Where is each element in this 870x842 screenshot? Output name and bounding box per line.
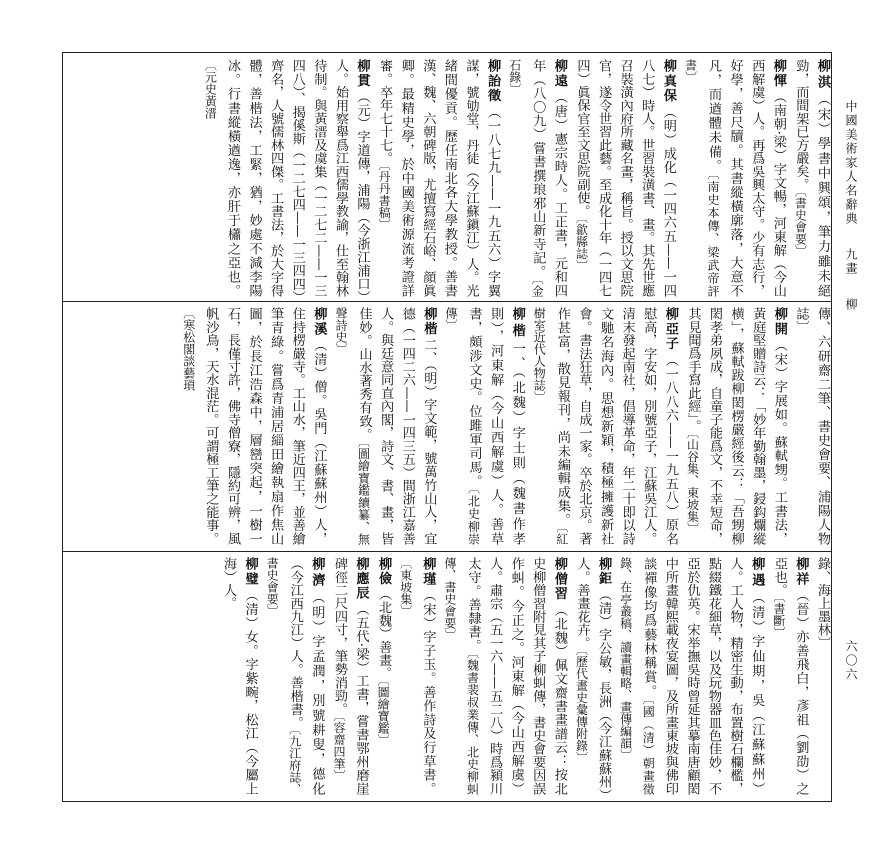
entry-source: 〔丹丹書稿〕	[377, 164, 392, 231]
entry-source: 〔北史柳崇傳〕	[443, 307, 481, 545]
dictionary-entry	[443, 557, 567, 795]
entry-text: 一、（北魏）字士則（魏書作孝則），河東解（今山西解虞）人。善草書，頗涉文史。位雎軍司馬。	[466, 307, 525, 545]
running-header	[838, 100, 860, 312]
entry-text: （宋）學書中興頌，筆力雖未絕勁，而間架已方嚴矣。	[793, 59, 830, 297]
entry-headword: 柳淇	[815, 59, 830, 91]
entry-headword: 柳璧	[242, 557, 258, 587]
dictionary-entry	[399, 557, 436, 795]
entry-headword: 柳亞子	[662, 307, 678, 352]
tier-divider	[63, 301, 831, 302]
entry-text: （明）字孟潤，別號耕叟，德化（今江西九江）人。善楷書。	[287, 557, 325, 795]
radical-label: 柳	[844, 298, 858, 312]
dictionary-entry	[203, 59, 369, 297]
entry-text: 傳、六研齋二筆、書史會要、浦陽人物誌〕	[793, 307, 830, 545]
dictionary-entry	[793, 59, 830, 297]
entry-text: （一八七九——一九五六）字翼謀，號劬堂，丹徒（今江蘇鎭江）人。光緒間優貢。歷任南北各大學教授。善書漢、魏、六朝碑版，尤擅寫經石峪、顔眞卿。最精史學，於中國美術源流考證詳審。卒年七十七。	[377, 59, 501, 297]
entry-headword: 柳詒徵	[485, 59, 501, 104]
entry-text: （清）字公敏，長洲（今江蘇蘇州）人。善畫花卉。	[574, 557, 612, 795]
dictionary-entry	[793, 307, 830, 545]
entry-text: （清）女。字紫畹，松江（今屬上海）人。	[220, 557, 258, 795]
entry-column	[177, 307, 833, 545]
entry-source: 〔金石錄〕	[507, 59, 545, 297]
dictionary-entry	[532, 307, 678, 545]
dictionary-entry	[574, 59, 675, 297]
dictionary-entry	[376, 557, 391, 746]
entry-source: 〔東坡集〕	[398, 557, 413, 617]
entry-column	[217, 557, 833, 795]
entry-source: 〔歙縣誌〕	[574, 217, 589, 272]
page-number: 六〇六	[844, 640, 858, 682]
dictionary-entry	[685, 307, 786, 545]
entry-text: （元）字道傳，浦陽（今浙江浦口）人。始用察舉爲江西儒學教諭，仕至翰林待制。與黃溍及虞集（一二七二——一三四八）、揭傒斯（一二七四——一三四四）齊名，人號儒林四傑。工書法，於大字得體，善楷法，工緊，猶，妙處不減李陽冰。行書縱橫遒逸，亦肝于櫹之亞也。	[224, 59, 370, 297]
entry-headword: 柳惲	[770, 59, 786, 89]
entry-text: （一八八六——一九五八）原名慰高，字安如，別號亞子，江蘇吳江人。清末發起南社，倡導革命，年二十即以詩文馳名海內。思想新穎，積極擁護新社會。書法狂草，自成一家。卒於北京。著作甚富，散見報刊，尚未編輯成集。	[554, 307, 678, 545]
entry-headword: 柳楷	[509, 307, 525, 340]
dictionary-entry	[332, 557, 369, 795]
entry-source: 〔魏書裴叔業傳、北史柳虯傳、書史會要〕	[442, 557, 480, 795]
entry-headword: 柳楷	[421, 307, 437, 336]
entry-headword: 柳濟	[309, 557, 325, 589]
entry-headword: 柳應辰	[353, 557, 369, 601]
dictionary-entry	[574, 557, 611, 795]
page-frame	[62, 52, 832, 802]
entry-source: 〔紅樹室近代人物誌〕	[532, 307, 569, 545]
entry-headword: 柳遠	[551, 59, 567, 89]
entry-text: （五代·梁）工書，嘗書鄂州磨崖碑徑二尺四寸，筆勢消勁。	[331, 557, 369, 795]
dictionary-entry	[334, 307, 436, 545]
dictionary-entry	[377, 59, 500, 297]
entry-headword: 柳貫	[354, 59, 370, 88]
entry-source: 〔書斷〕	[771, 596, 786, 639]
entry-source: 〔圖繪寶鑑續纂、無聲詩史〕	[333, 307, 371, 545]
dictionary-entry	[683, 59, 785, 297]
entry-headword: 柳祥	[793, 557, 809, 587]
entry-text: （北魏）善畫。	[376, 587, 392, 680]
tier-middle	[63, 307, 833, 545]
entry-text: （北魏）佩文齋書畫譜云：按北史柳僧習附見其子柳虯傳，書史會要因誤作虯。今正之。河東解（今山西解虞）人。肅宗（五一六——五二八）時爲潁川太守。善隸書。	[465, 557, 567, 795]
entry-text: （宋）字展如。蘇軾甥。工書法，黃庭堅贈詩云：「妙年勤翰墨，鋟鈎爛縱横」，蘇軾跋柳閎楞嚴經後云：「吾甥柳閎孝弟夙成，自童子能爲文，不幸短命，其見聞爲手寫此經」。	[685, 307, 787, 545]
entry-headword: 柳儉	[376, 557, 392, 586]
entry-text: （宋）字子玉。善作詩及行草書。	[420, 588, 436, 795]
entry-source: 〔圖繪寶鑑〕	[376, 679, 391, 746]
entry-source: 〔歷代畫史彙傳附錄〕	[574, 649, 589, 764]
entry-text: （清）僧。吳門（江蘇蘇州）人，住持楞嚴寺。工山水，筆近四王，並善繪筆青綠。嘗爲青浦居緇田繪執扇作焦山圖，於長江浩森中，層巒突起，一樹一石，長僅寸許，佛寺僧寮，隱約可辨，風帆沙鳥，天水混茫。可謂極工筆之能事。	[203, 307, 327, 545]
entry-column	[199, 59, 833, 297]
book-title: 中國美術家人名辭典	[844, 100, 858, 226]
entry-source: 〔寒松閣談藝瑣	[181, 307, 196, 391]
dictionary-entry	[772, 557, 809, 795]
entry-text: （晉）亦善飛白，彥祖（劉劭）之亞也。	[771, 557, 809, 795]
entry-headword: 柳遇	[749, 557, 765, 589]
section-label: 九畫	[844, 248, 858, 276]
dictionary-entry	[265, 557, 324, 795]
entry-source: 〔九江府誌、書史會要〕	[265, 557, 302, 795]
tier-divider	[63, 551, 831, 552]
dictionary-entry	[182, 307, 327, 545]
entry-source: 〔書史會要〕	[793, 191, 808, 257]
tier-top	[63, 59, 833, 297]
entry-headword: 柳瑾	[420, 557, 436, 587]
entry-headword: 柳真保	[660, 59, 676, 104]
entry-text: （清）字仙期，吳（江蘇蘇州）人。工人物，精密生動，布置樹石欄檻，點綴鐵花細草，以及玩物器皿色佳妙，不亞於仇英。宋举撫吳時曾延其摹南唐顧閎中所畫韓熙載夜宴圖，及所畫東坡與佛印談禪像均爲藝林稱賞。	[641, 557, 765, 795]
entry-headword: 柳鉅	[596, 557, 612, 586]
entry-headword: 柳開	[771, 307, 787, 337]
entry-source: 〔山谷集、東坡集〕	[685, 432, 700, 535]
dictionary-entry	[508, 59, 567, 297]
entry-source: 〔元史黃溍	[203, 59, 218, 119]
dictionary-entry	[221, 557, 258, 795]
entry-text: 二、（明）字文範，號萬竹山人，宜德（一四二六——一四三五）間浙江嘉善人。與廷意同直內閣，詩文、書、畫，皆佳妙。山水著秀有致。	[356, 307, 437, 545]
entry-source: 〔南史本傳、梁武帝評書〕	[683, 59, 721, 297]
entry-text: 錄、海上墨林〕	[815, 557, 830, 650]
entry-text: （唐）憲宗時人。工正書，元和四年（八〇九）嘗書撰琅邪山新寺記。	[530, 59, 567, 297]
tier-bottom	[63, 557, 833, 795]
entry-source: 〔容齋四筆〕	[331, 715, 346, 782]
entry-headword: 柳僧習	[551, 557, 567, 602]
entry-text: （南朝·梁）字文暢，河東解（今山西解虞）人。再爲吳興太守。少有志行，好學，善尺牘。其書縱橫廓落，大意不凡，而遒體未備。	[706, 59, 786, 297]
entry-headword: 柳溪	[311, 307, 327, 337]
entry-source: 〔國（清）朝畫徵錄、在亭叢稿、讀畫輯略、畫傳編韻〕	[618, 557, 656, 795]
entry-text: （明）成化（一四六五——一四八七）時人。世習裝潢書、畫。其先世應召裝潢內府所藏名畫，稱旨。授以文思院官，遂令世習此藝。至成化十年（一四七四）眞保官至文思院副使。	[574, 59, 676, 297]
dictionary-entry	[619, 557, 765, 795]
dictionary-entry	[444, 307, 525, 545]
dictionary-entry	[815, 557, 830, 649]
